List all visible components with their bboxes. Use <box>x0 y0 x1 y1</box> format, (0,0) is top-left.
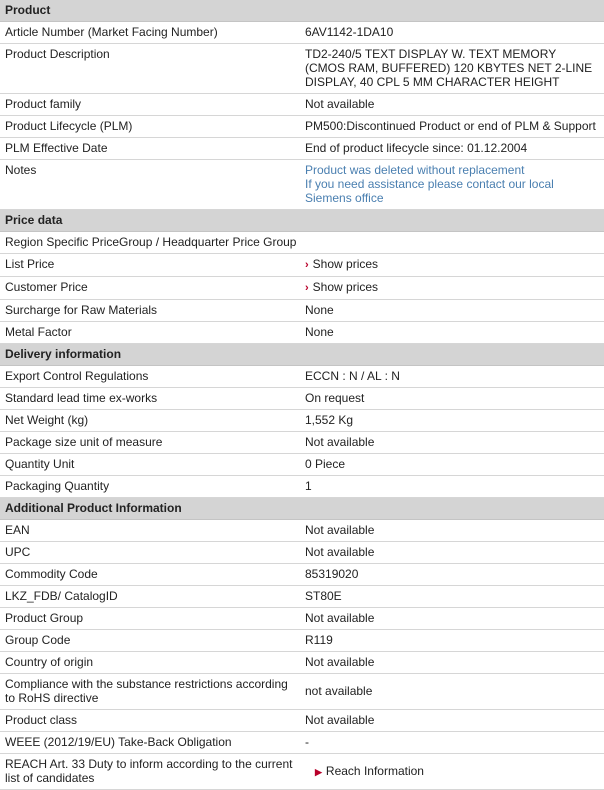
table-row <box>0 300 604 322</box>
description-line: DISPLAY, 40 CPL 5 MM CHARACTER HEIGHT <box>305 75 560 89</box>
table-row <box>0 22 604 44</box>
table-row <box>0 432 604 454</box>
section-header-price <box>0 210 604 232</box>
label-line: REACH Art. 33 Duty to inform according to the current <box>5 757 293 771</box>
row-label: PLM Effective Date <box>0 138 300 160</box>
notes-office-link[interactable]: Siemens office <box>305 191 384 205</box>
row-value: 1,552 Kg <box>300 410 604 432</box>
table-row <box>0 630 604 652</box>
list-price-show-button[interactable] <box>305 257 378 271</box>
table-row <box>0 116 604 138</box>
row-label: Surcharge for Raw Materials <box>0 300 300 322</box>
row-value <box>300 44 604 94</box>
row-value <box>300 277 604 300</box>
row-label <box>0 674 300 710</box>
row-value: Not available <box>300 542 604 564</box>
row-label: Customer Price <box>0 277 300 300</box>
table-row <box>0 586 604 608</box>
label-line: to RoHS directive <box>5 691 99 705</box>
row-label: EAN <box>0 520 300 542</box>
row-label: Country of origin <box>0 652 300 674</box>
section-header-delivery <box>0 344 604 366</box>
table-row <box>0 138 604 160</box>
table-row <box>0 732 604 754</box>
row-value: 6AV1142-1DA10 <box>300 22 604 44</box>
row-value: ECCN : N / AL : N <box>300 366 604 388</box>
row-label: Notes <box>0 160 300 210</box>
table-row <box>0 322 604 344</box>
section-title: Delivery information <box>0 344 604 366</box>
row-value: None <box>300 300 604 322</box>
row-value <box>300 160 604 210</box>
row-value: R119 <box>300 630 604 652</box>
row-label: Product class <box>0 710 300 732</box>
row-value: On request <box>300 388 604 410</box>
row-label: LKZ_FDB/ CatalogID <box>0 586 300 608</box>
row-value: PM500:Discontinued Product or end of PLM & Support <box>300 116 604 138</box>
row-label: UPC <box>0 542 300 564</box>
row-value: not available <box>300 674 604 710</box>
table-row <box>0 608 604 630</box>
chevron-right-icon: › <box>305 282 309 294</box>
row-label: Commodity Code <box>0 564 300 586</box>
row-value <box>300 754 604 790</box>
triangle-right-icon: ▶ <box>315 766 322 777</box>
table-row <box>0 754 604 790</box>
table-row <box>0 277 604 300</box>
table-row <box>0 254 604 277</box>
section-header-product <box>0 0 604 22</box>
row-value: Not available <box>300 710 604 732</box>
description-line: (CMOS RAM, BUFFERED) 120 KBYTES NET 2-LINE <box>305 61 593 75</box>
row-label: Metal Factor <box>0 322 300 344</box>
row-value <box>300 254 604 277</box>
row-value: Not available <box>300 652 604 674</box>
table-row <box>0 44 604 94</box>
row-label: List Price <box>0 254 300 277</box>
row-label: Product Lifecycle (PLM) <box>0 116 300 138</box>
row-value: Not available <box>300 432 604 454</box>
label-line: Compliance with the substance restrictions according <box>5 677 288 691</box>
notes-replacement-link[interactable]: Product was deleted without replacement <box>305 163 525 177</box>
row-value: - <box>300 732 604 754</box>
table-row <box>0 410 604 432</box>
row-label: Export Control Regulations <box>0 366 300 388</box>
customer-price-show-button[interactable] <box>305 280 378 294</box>
show-prices-label: Show prices <box>312 280 379 294</box>
section-title: Additional Product Information <box>0 498 604 520</box>
row-label: Group Code <box>0 630 300 652</box>
row-label: Article Number (Market Facing Number) <box>0 22 300 44</box>
reach-information-link[interactable] <box>315 764 424 778</box>
table-row <box>0 454 604 476</box>
row-label: Net Weight (kg) <box>0 410 300 432</box>
table-row <box>0 652 604 674</box>
row-label: Standard lead time ex-works <box>0 388 300 410</box>
row-value: 1 <box>300 476 604 498</box>
row-label: WEEE (2012/19/EU) Take-Back Obligation <box>0 732 300 754</box>
table-row <box>0 232 604 254</box>
label-line: list of candidates <box>5 771 95 785</box>
section-header-additional <box>0 498 604 520</box>
table-row <box>0 520 604 542</box>
row-label: Quantity Unit <box>0 454 300 476</box>
table-row <box>0 564 604 586</box>
row-value: Not available <box>300 94 604 116</box>
reach-information-label: Reach Information <box>325 763 424 778</box>
table-row <box>0 674 604 710</box>
row-label: Packaging Quantity <box>0 476 300 498</box>
row-value: Not available <box>300 520 604 542</box>
row-value: ST80E <box>300 586 604 608</box>
row-value: Not available <box>300 608 604 630</box>
notes-contact-link[interactable]: If you need assistance please contact our local <box>305 177 554 191</box>
table-row <box>0 476 604 498</box>
table-row <box>0 542 604 564</box>
row-value: 0 Piece <box>300 454 604 476</box>
row-label: Package size unit of measure <box>0 432 300 454</box>
row-label: Product family <box>0 94 300 116</box>
chevron-right-icon: › <box>305 259 309 271</box>
table-row <box>0 160 604 210</box>
show-prices-label: Show prices <box>312 257 379 271</box>
row-label <box>0 754 300 790</box>
section-title: Price data <box>0 210 604 232</box>
row-label: Region Specific PriceGroup / Headquarter Price Group <box>0 232 604 254</box>
table-row <box>0 366 604 388</box>
table-row <box>0 388 604 410</box>
row-value: End of product lifecycle since: 01.12.2004 <box>300 138 604 160</box>
table-row <box>0 710 604 732</box>
row-label: Product Description <box>0 44 300 94</box>
row-value: 85319020 <box>300 564 604 586</box>
row-label: Product Group <box>0 608 300 630</box>
description-line: TD2-240/5 TEXT DISPLAY W. TEXT MEMORY <box>305 47 557 61</box>
section-title: Product <box>0 0 604 22</box>
row-value: None <box>300 322 604 344</box>
table-row <box>0 94 604 116</box>
